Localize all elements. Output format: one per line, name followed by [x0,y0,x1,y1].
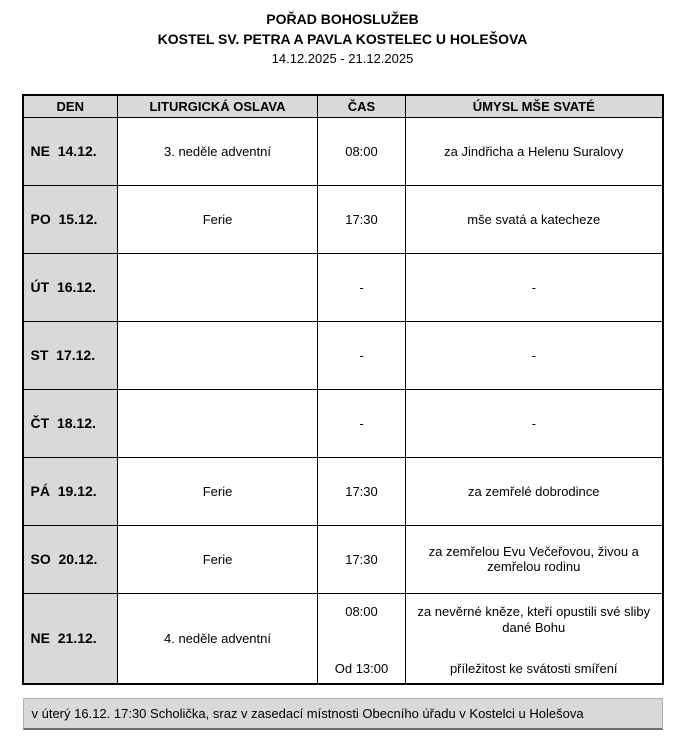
intention-cell: mše svatá a katecheze [406,185,663,253]
intention-cell: - [406,253,663,321]
time-cell: 17:30 [318,457,406,525]
intention-entry: příležitost ke svátosti smíření [449,660,618,676]
date-range: 14.12.2025 - 21.12.2025 [271,51,414,66]
schedule-table [22,94,664,685]
table-row [23,185,663,253]
column-header-liturgicka-oslava: LITURGICKÁ OSLAVA [118,95,318,117]
day-cell: PO 15.12. [23,185,118,253]
day-cell: NE 14.12. [23,117,118,185]
intention-cell: za Jindřicha a Helenu Suralovy [406,117,663,185]
column-header-cas: ČAS [318,95,406,117]
time-cell: - [318,389,406,457]
document-header [0,9,685,69]
table-header-row [23,95,663,117]
celebration-cell: 3. neděle adventní [118,117,318,185]
celebration-cell: 4. neděle adventní [118,593,318,684]
time-cell: 17:30 [318,185,406,253]
time-cell: - [318,253,406,321]
celebration-cell [118,321,318,389]
day-cell: ST 17.12. [23,321,118,389]
day-cell: ÚT 16.12. [23,253,118,321]
intention-cell: za zemřelou Evu Večeřovou, živou a zemřelou rodinu [406,525,663,593]
intention-cell: za zemřelé dobrodince [406,457,663,525]
intention-cell: - [406,389,663,457]
time-cell: - [318,321,406,389]
celebration-cell: Ferie [118,185,318,253]
day-cell: PÁ 19.12. [23,457,118,525]
time-cell: 17:30 [318,525,406,593]
document-title: POŘAD BOHOSLUŽEB [266,11,419,27]
table-row [23,253,663,321]
celebration-cell [118,389,318,457]
time-entry: 08:00 [345,603,378,619]
time-entry: Od 13:00 [334,660,389,676]
day-cell: ČT 18.12. [23,389,118,457]
column-header-den: DEN [23,95,118,117]
table-row [23,457,663,525]
intention-cell [406,593,663,684]
table-row [23,593,663,684]
footer-note: v úterý 16.12. 17:30 Scholička, sraz v zasedací místnosti Obecního úřadu v Kostelci u Holešova [23,698,663,730]
day-cell: NE 21.12. [23,593,118,684]
celebration-cell: Ferie [118,525,318,593]
column-header-umysl: ÚMYSL MŠE SVATÉ [406,95,663,117]
table-row [23,117,663,185]
table-row [23,525,663,593]
table-row [23,321,663,389]
time-cell [318,593,406,684]
intention-entry: za nevěrné kněze, kteří opustili své sliby dané Bohu [417,603,651,635]
celebration-cell [118,253,318,321]
church-name: KOSTEL SV. PETRA A PAVLA KOSTELEC U HOLEŠOVA [157,31,528,47]
time-cell: 08:00 [318,117,406,185]
table-row [23,389,663,457]
celebration-cell: Ferie [118,457,318,525]
day-cell: SO 20.12. [23,525,118,593]
intention-cell: - [406,321,663,389]
